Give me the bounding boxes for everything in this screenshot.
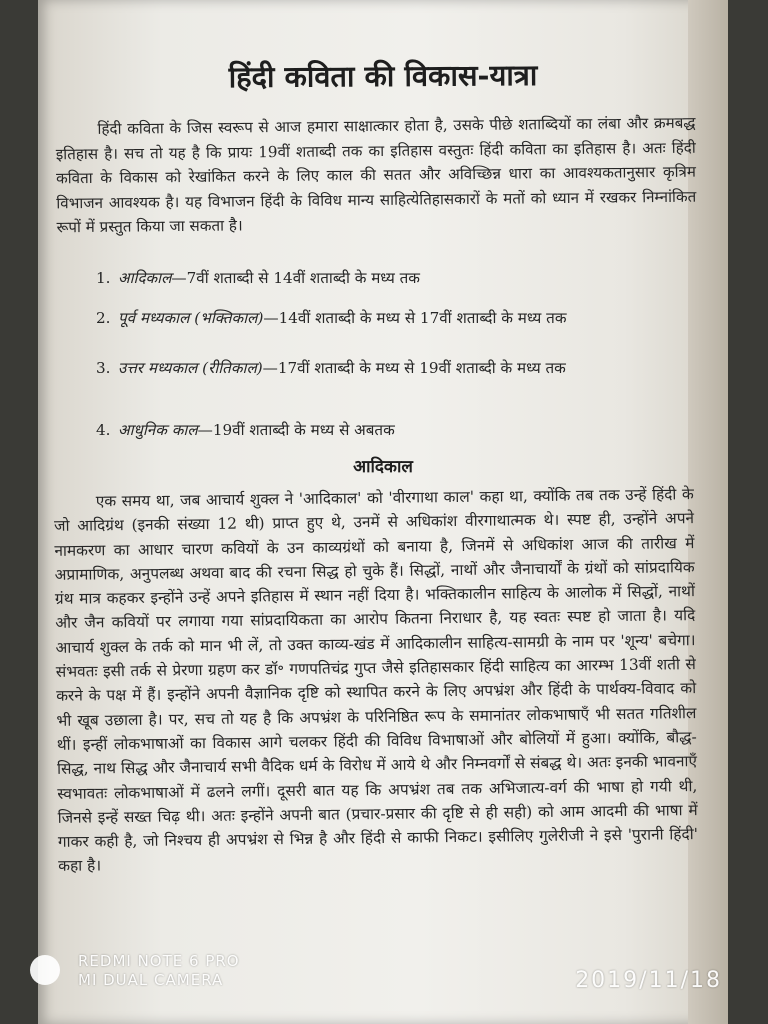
period-list-item xyxy=(96,306,706,342)
camera-logo-icon xyxy=(30,955,60,985)
period-name: आधुनिक काल xyxy=(118,421,198,439)
period-number: 3. xyxy=(96,359,111,377)
intro-text: हिंदी कविता के जिस स्वरूप से आज हमारा साक्षात्कार होता है, उसके पीछे शताब्दियों का लंबा और क्रमबद्ध इतिहास है। सच तो यह है कि प्रायः 19वीं शताब्दी तक का इतिहास वस्तुतः हिंदी कविता का इतिहास है। अतः हिंदी कविता के विकास को रेखांकित करने के लिए काल की सतत और अविच्छिन्न धारा का आवश्यकतानुसार कृत्रिम विभाजन आवश्यक है। यह विभाजन हिंदी के विविध मान्य साहित्येतिहासकारों के मतों को ध्यान में रखकर निम्नांकित रूपों में प्रस्तुत किया जा सकता है। xyxy=(55,113,697,237)
section-text: एक समय था, जब आचार्य शुक्ल ने 'आदिकाल' को 'वीरगाथा काल' कहा था, क्योंकि तब तक उन्हें हिंदी के जो आदिग्रंथ (इनकी संख्या 12 थी) प्राप्त हुए थे, उनमें से अधिकांश वीरगाथात्मक थे। स्पष्ट ही, उन्होंने अपने नामकरण का आधार चारण कवियों के उन काव्यग्रंथों को बनाया है, जिनमें से अधिकांश आज की तारीख में अप्रामाणिक, अनुपलब्ध अथवा बाद की रचना सिद्ध हो चुके हैं। सिद्धों, नाथों और जैनाचार्यों के ग्रंथों को सांप्रदायिक ग्रंथ मात्र कहकर इन्होंने उन्हें अपने इतिहास में स्थान नहीं दिया है। भक्तिकालीन साहित्य के आलोक में सिद्धों, नाथों और जैन कवियों पर लगाया गया सांप्रदायिकता का आरोप कितना निराधार है, यह स्वतः स्पष्ट हो जाता है। यदि आचार्य शुक्ल के तर्क को मान भी लें, तो उक्त काव्य-खंड में आदिकालीन साहित्य-सामग्री के नाम पर 'शून्य' बचेगा। संभवतः इसी तर्क से प्रेरणा ग्रहण कर डॉ॰ गणपतिचंद्र गुप्त जैसे इतिहासकार हिंदी साहित्य का आरम्भ 13वीं शती से करने के पक्ष में हैं। इन्होंने अपनी वैज्ञानिक दृष्टि को स्थापित करने के लिए अपभ्रंश और हिंदी के पार्थक्य-विवाद को भी खूब उछाला है। पर, सच तो यह है कि अपभ्रंश के परिनिष्ठित रूप के समानांतर लोकभाषाएँ भी सतत गतिशील थीं। इन्हीं लोकभाषाओं का विकास आगे चलकर हिंदी की विविध विभाषाओं और बोलियों में हुआ। क्योंकि, बौद्ध-सिद्ध, नाथ सिद्ध और जैनाचार्य सभी वैदिक धर्म के विरोध में आये थे और निम्नवर्गों से संबद्ध थे। अतः इनकी भावनाएँ स्वभावतः लोकभाषाओं में ढलने लगीं। दूसरी बात यह कि अपभ्रंश तब तक अभिजात्य-वर्ग की भाषा हो गयी थी, जिनसे इन्हें सख्त चिढ़ थी। अतः इन्होंने अपनी बात (प्रचार-प्रसार की दृष्टि से ही सही) को आम आदमी की भाषा में गाकर कही है, जो निश्चय ही अपभ्रंश से भिन्न है और हिंदी से काफी निकट। इसीलिए गुलेरीजी ने इसे 'पुरानी हिंदी' कहा है। xyxy=(53,485,699,876)
period-number: 2. xyxy=(96,309,111,327)
intro-paragraph xyxy=(55,111,696,241)
page-title: हिंदी कविता की विकास-यात्रा xyxy=(228,57,538,95)
period-list-item xyxy=(96,418,706,454)
period-name: उत्तर मध्यकाल (रीतिकाल) xyxy=(118,359,263,377)
period-range: —17वीं शताब्दी के मध्य से 19वीं शताब्दी के मध्य तक xyxy=(262,359,566,377)
book-page xyxy=(38,0,728,1024)
camera-model: REDMI NOTE 6 PRO xyxy=(78,952,240,970)
camera-type: MI DUAL CAMERA xyxy=(78,971,224,989)
period-number: 1. xyxy=(96,269,111,287)
period-list-item xyxy=(96,356,706,392)
section-paragraph xyxy=(54,482,699,879)
photo-date: 2019/11/18 xyxy=(575,968,722,993)
period-list-item xyxy=(96,266,706,302)
camera-watermark xyxy=(78,952,240,990)
section-heading: आदिकाल xyxy=(353,457,413,477)
period-range: —14वीं शताब्दी के मध्य से 17वीं शताब्दी के मध्य तक xyxy=(263,309,567,327)
period-range: —19वीं शताब्दी के मध्य से अबतक xyxy=(197,421,395,439)
period-name: पूर्व मध्यकाल (भक्तिकाल) xyxy=(118,309,264,327)
period-range: —7वीं शताब्दी से 14वीं शताब्दी के मध्य तक xyxy=(171,269,420,287)
period-number: 4. xyxy=(96,421,111,439)
period-name: आदिकाल xyxy=(118,269,172,287)
